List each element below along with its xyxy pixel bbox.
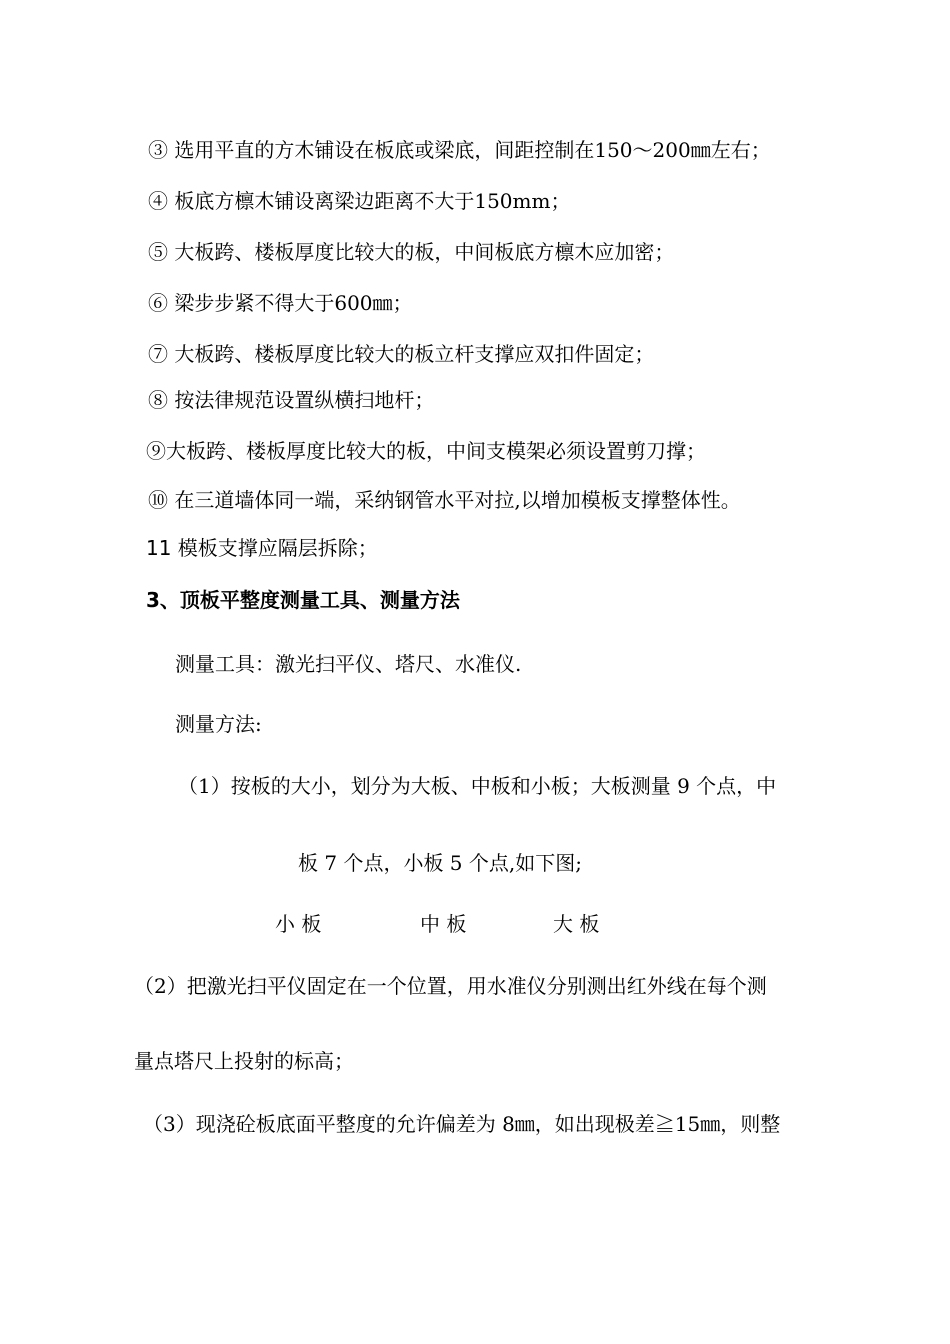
item-marker: ⑤: [148, 240, 168, 264]
item-text: 大板跨、楼板厚度比较大的板，中间板底方檩木应加密；: [168, 240, 675, 264]
item-marker: ⑦: [148, 342, 168, 366]
item-marker: ⑧: [148, 388, 168, 412]
item-text: 梁步步紧不得大于600㎜；: [168, 291, 413, 315]
step-1-line-2: 板 7 个点，小板 5 个点,如下图;: [298, 851, 582, 875]
step-2-line-2: 量点塔尺上投射的标高；: [134, 1049, 354, 1073]
item-text: 按法律规范设置纵横扫地杆；: [168, 388, 435, 412]
step-3-line-1: （3）现浇砼板底面平整度的允许偏差为 8㎜，如出现极差≧15㎜，则整: [143, 1112, 781, 1136]
list-item-11: [146, 534, 378, 562]
medium-board-label: 中 板: [420, 912, 467, 936]
list-item-7: [148, 340, 654, 368]
list-item-5: [148, 238, 674, 266]
list-item-9: [146, 437, 706, 465]
large-board-label: 大 板: [553, 912, 600, 936]
item-marker: 11: [146, 536, 172, 560]
small-board-label: 小 板: [275, 912, 322, 936]
tools-line: 测量工具：激光扫平仪、塔尺、水准仪.: [175, 652, 522, 676]
item-marker: ③: [148, 138, 168, 162]
item-text: 在三道墙体同一端，采纳钢管水平对拉,以增加模板支撑整体性。: [168, 488, 741, 512]
item-text: 板底方檩木铺设离梁边距离不大于150mm；: [168, 189, 571, 213]
item-text: 模板支撑应隔层拆除；: [171, 536, 378, 560]
item-marker: ⑩: [148, 488, 168, 512]
item-text: 选用平直的方木铺设在板底或梁底，间距控制在150～200㎜左右；: [168, 138, 771, 162]
list-item-6: [148, 289, 413, 317]
item-text: 大板跨、楼板厚度比较大的板立杆支撑应双扣件固定；: [168, 342, 655, 366]
item-text: 大板跨、楼板厚度比较大的板，中间支模架必须设置剪刀撑；: [166, 439, 706, 463]
list-item-10: [148, 486, 741, 514]
section-heading: 3、顶板平整度测量工具、测量方法: [146, 588, 460, 612]
list-item-4: [148, 187, 570, 215]
step-1-line-1: （1）按板的大小，划分为大板、中板和小板；大板测量 9 个点，中: [178, 774, 777, 798]
step-2-line-1: （2）把激光扫平仪固定在一个位置，用水准仪分别测出红外线在每个测: [134, 974, 767, 998]
list-item-8: [148, 386, 434, 414]
item-marker: ⑥: [148, 291, 168, 315]
method-label: 测量方法:: [175, 712, 262, 736]
item-marker: ⑨: [146, 439, 166, 463]
list-item-3: [148, 136, 771, 164]
item-marker: ④: [148, 189, 168, 213]
